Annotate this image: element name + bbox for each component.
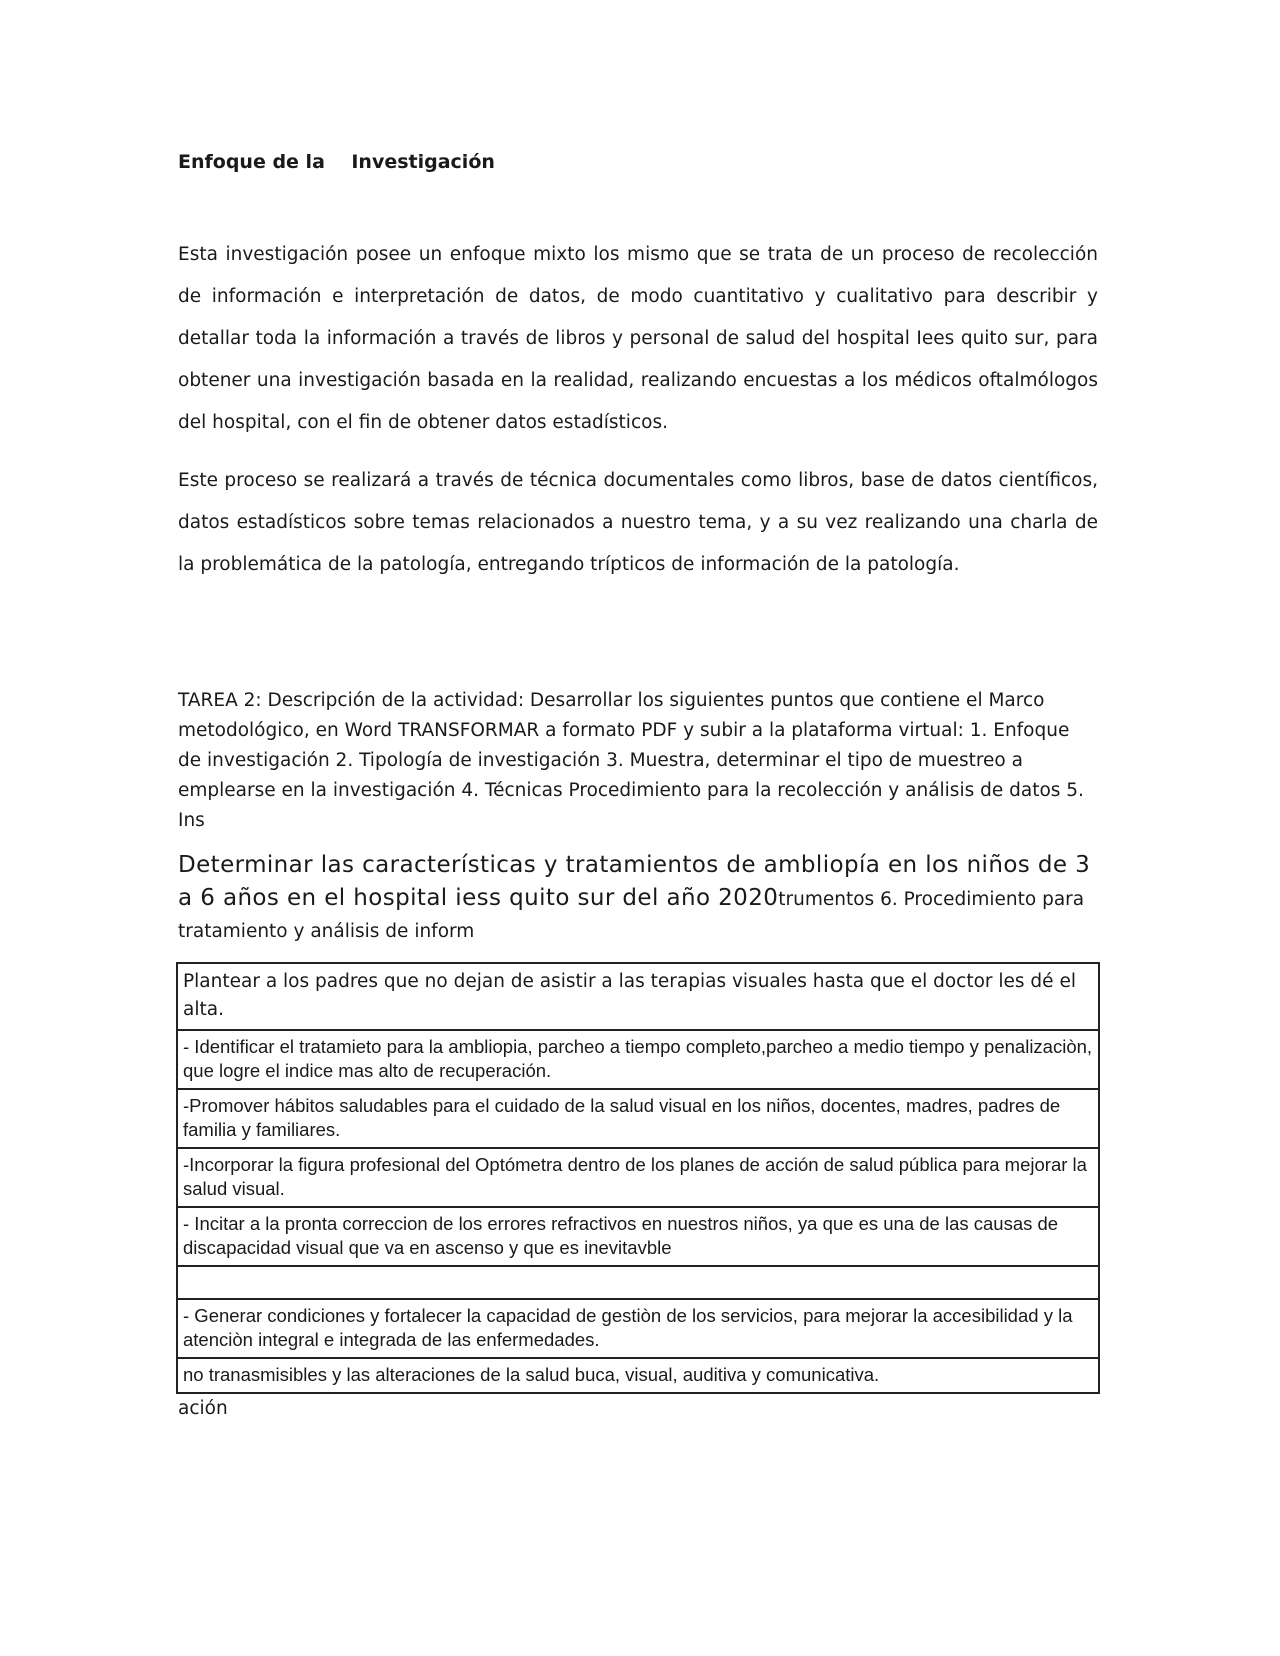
table-cell: no tranasmisibles y las alteraciones de la salud buca, visual, auditiva y comunicativa. (177, 1358, 1099, 1393)
table-row (177, 1148, 1099, 1207)
table-cell: - Generar condiciones y fortalecer la capacidad de gestiòn de los servicios, para mejorar la accesibilidad y la atenciòn integral e integrada de las enfermedades. (177, 1299, 1099, 1358)
paragraph-approach: Esta investigación posee un enfoque mixto los mismo que se trata de un proceso de recolección de información e interpretación de datos, de modo cuantitativo y cualitativo para describir y detallar toda la información a través de libros y personal de salud del hospital Iees quito sur, para obtener una investigación basada en la realidad, realizando encuestas a los médicos oftalmólogos del hospital, con el fin de obtener datos estadísticos. (178, 244, 1098, 433)
objective-continuation: trumentos 6. Procedimiento para tratamiento y análisis de inform (178, 889, 1085, 942)
table-cell: -Promover hábitos saludables para el cuidado de la salud visual en los niños, docentes, madres, padres de familia y familiares. (177, 1089, 1099, 1148)
table-cell: - Identificar el tratamieto para la ambliopia, parcheo a tiempo completo,parcheo a medio tiempo y penalizaciòn, que logre el indice mas alto de recuperación. (177, 1030, 1099, 1089)
section-heading: Enfoque de la Investigación (178, 151, 495, 173)
table-row (177, 1207, 1099, 1266)
table-row-empty (177, 1266, 1099, 1299)
table-row (177, 1030, 1099, 1089)
table-row (177, 1358, 1099, 1393)
paragraph-process: Este proceso se realizará a través de técnica documentales como libros, base de datos científicos, datos estadísticos sobre temas relacionados a nuestro tema, y a su vez realizando una charla de la problemática de la patología, entregando trípticos de información de la patología. (178, 470, 1098, 575)
table-cell: -Incorporar la figura profesional del Optómetra dentro de los planes de acción de salud pública para mejorar la salud visual. (177, 1148, 1099, 1207)
objective-title: Determinar las características y tratamientos de ambliopía en los niños de 3 a 6 años en el hospital iess quito sur del año 2020 (178, 852, 1091, 911)
table-row (177, 963, 1099, 1030)
trailing-text: ación (178, 1398, 228, 1419)
task-description: TAREA 2: Descripción de la actividad: Desarrollar los siguientes puntos que contiene el Marco metodológico, en Word TRANSFORMAR a formato PDF y subir a la plataforma virtual: 1. Enfoque de investigación 2. Tipología de investigación 3. Muestra, determinar el tipo de muestreo a emplearse en la investigación 4. Técnicas Procedimiento para la recolección y análisis de datos 5. Ins (178, 690, 1084, 831)
table-cell: - Incitar a la pronta correccion de los errores refractivos en nuestros niños, ya que es una de las causas de discapacidad visual que va en ascenso y que es inevitavble (177, 1207, 1099, 1266)
document-body (178, 148, 1098, 1422)
table-cell (177, 1266, 1099, 1299)
table-row (177, 1299, 1099, 1358)
objective-text (178, 850, 1098, 948)
table-row (177, 1089, 1099, 1148)
table-cell: Plantear a los padres que no dejan de asistir a las terapias visuales hasta que el doctor les dé el alta. (177, 963, 1099, 1030)
goals-table (176, 962, 1100, 1394)
